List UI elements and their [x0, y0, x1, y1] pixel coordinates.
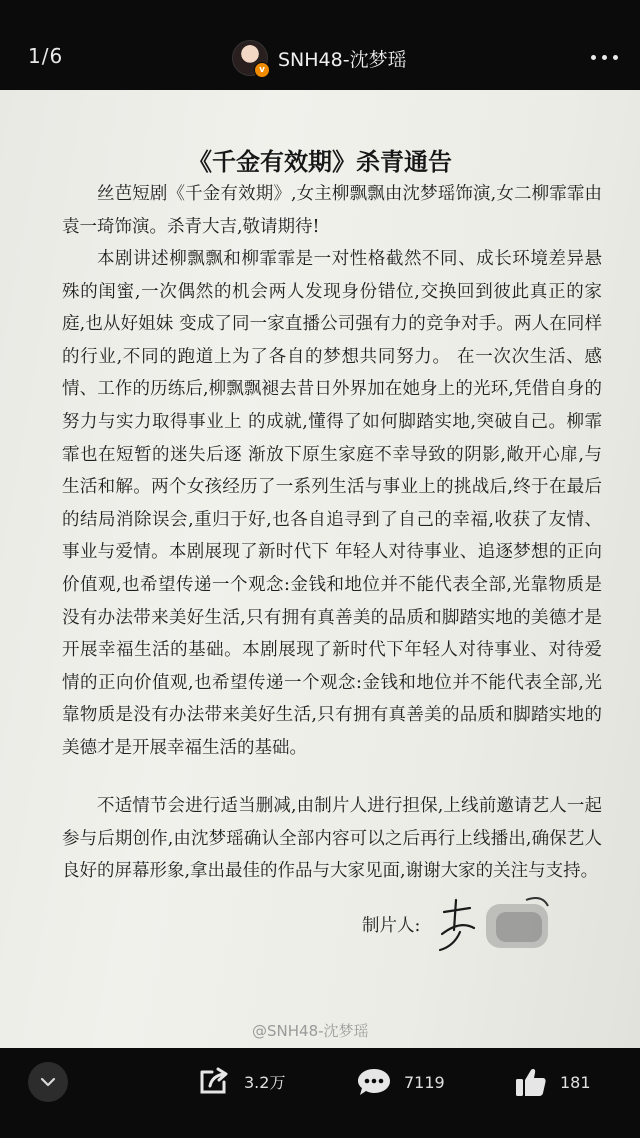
author-profile[interactable]: [232, 40, 407, 76]
verified-badge: v: [254, 62, 270, 78]
share-count: 3.2万: [244, 1072, 286, 1092]
comment-count: 7119: [404, 1072, 445, 1092]
signer-label: 制片人:: [362, 916, 421, 936]
share-icon: [198, 1066, 232, 1096]
like-count: 181: [560, 1072, 591, 1092]
document-image: [0, 90, 640, 1048]
page-indicator: 1/6: [28, 44, 64, 68]
thumbs-up-icon: [514, 1066, 548, 1098]
document-paragraph: 不适情节会进行适当删减,由制片人进行担保,上线前邀请艺人一起参与后期创作,由沈梦瑶确认全部内容可以之后再行上线播出,确保艺人良好的屏幕形象,拿出最佳的作品与大家见面,谢谢大家的关注与支持。: [62, 796, 602, 882]
collapse-button[interactable]: [28, 1062, 68, 1102]
comment-button[interactable]: [356, 1066, 445, 1098]
share-button[interactable]: [198, 1066, 285, 1096]
avatar[interactable]: [232, 40, 268, 76]
handwritten-signature: [430, 890, 560, 960]
bottom-action-bar: [0, 1048, 640, 1138]
chevron-down-icon: [39, 1076, 57, 1088]
comment-icon: [356, 1066, 392, 1098]
document-title: 《千金有效期》杀青通告: [188, 147, 452, 176]
more-icon[interactable]: [591, 55, 618, 60]
document-paragraph: 丝芭短剧《千金有效期》,女主柳飘飘由沈梦瑶饰演,女二柳霏霏由袁一琦饰演。杀青大吉,敬请期待!: [62, 184, 602, 237]
document-paragraph: 本剧讲述柳飘飘和柳霏霏是一对性格截然不同、成长环境差异悬殊的闺蜜,一次偶然的机会两人发现身份错位,交换回到彼此真正的家庭,也从好姐妹 变成了同一家直播公司强有力的竞争对手。两人在同样的行业,不同的跑道上为了各自的梦想共同努力。 在一次次生活、感情、工作的历练后,柳飘飘褪去昔日外界加在她身上的光环,凭借自身的努力与实力取得事业上 的成就,懂得了如何脚踏实地,突破自己。柳霏霏也在短暂的迷失后逐 渐放下原生家庭不幸导致的阴影,敞开心扉,与生活和解。两个女孩经历了一系列生活与事业上的挑战后,终于在最后的结局消除误会,重归于好,也各自追寻到了自己的幸福,收获了友情、事业与爱情。本剧展现了新时代下 年轻人对待事业、追逐梦想的正向价值观,也希望传递一个观念:金钱和地位并不能代表全部,光靠物质是没有办法带来美好生活,只有拥有真善美的品质和脚踏实地的美德才是开展幸福生活的基础。本剧展现了新时代下年轻人对待事业、对待爱情的正向价值观,也希望传递一个观念:金钱和地位并不能代表全部,光靠物质是没有办法带来美好生活,只有拥有真善美的品质和脚踏实地的美德才是开展幸福生活的基础。: [62, 249, 602, 758]
top-bar: [0, 0, 640, 90]
watermark: @SNH48-沈梦瑶: [252, 1022, 369, 1040]
like-button[interactable]: [514, 1066, 591, 1098]
author-name[interactable]: SNH48-沈梦瑶: [278, 48, 407, 71]
